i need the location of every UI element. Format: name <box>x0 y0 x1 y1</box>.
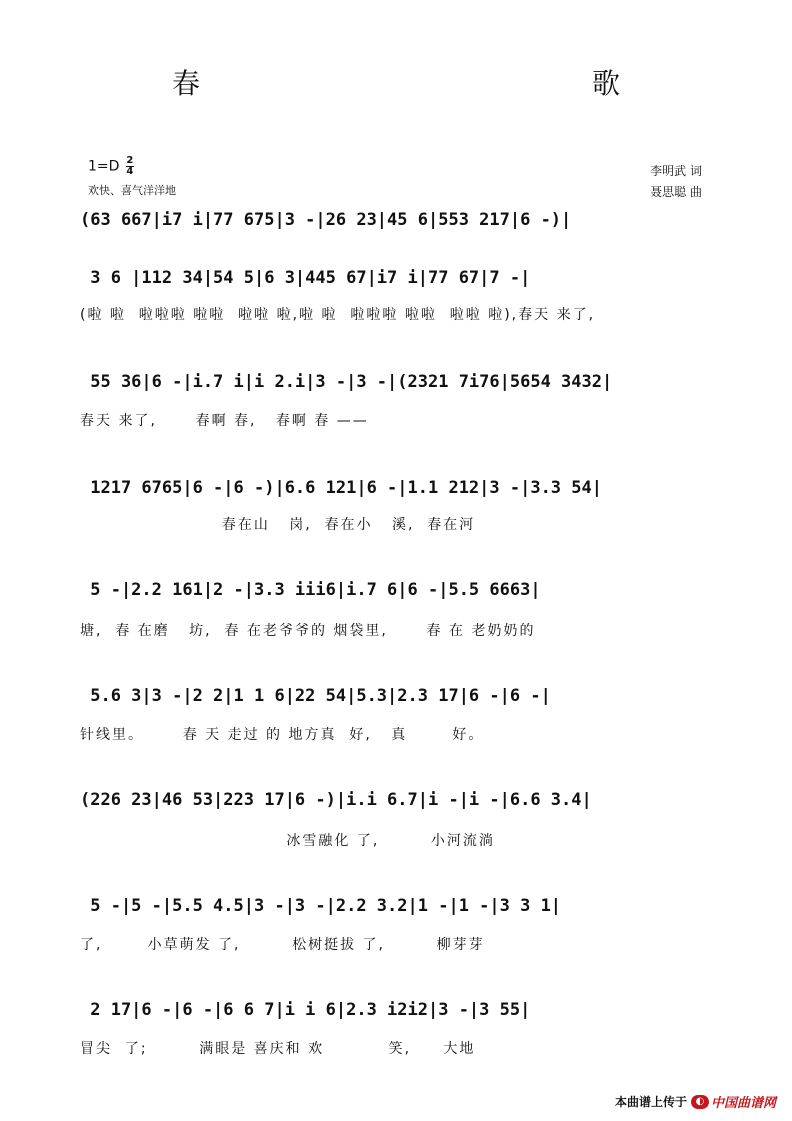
site-logo[interactable] <box>691 1092 776 1111</box>
lyrics-line: 春在山 岗, 春在小 溪, 春在河 <box>80 517 476 533</box>
lyricist-credit: 李明武 词 <box>650 164 702 178</box>
notation-line: 3 6 |112 34|54 5|6 3|445 67|i7 i|77 67|7 -| <box>80 268 531 288</box>
notation-line: 2 17|6 -|6 -|6 6 7|i i 6|2.3 i2i2|3 -|3 55| <box>80 1000 531 1020</box>
notation-line: 5.6 3|3 -|2 2|1 1 6|22 54|5.3|2.3 17|6 -|6 -| <box>80 686 551 706</box>
key-signature <box>88 156 134 177</box>
notation-line: 1217 6765|6 -|6 -)|6.6 121|6 -|1.1 212|3 -|3.3 54| <box>80 478 602 498</box>
key-label: 1=D <box>88 158 120 175</box>
lyrics-line: 了, 小草萌发 了, 松树挺拔 了, 柳芽芽 <box>80 937 485 953</box>
lyrics-line <box>80 244 720 266</box>
notation-line: 5 -|5 -|5.5 4.5|3 -|3 -|2.2 3.2|1 -|1 -|3 3 1| <box>80 896 562 916</box>
notation-line: (226 23|46 53|223 17|6 -)|i.i 6.7|i -|i -|6.6 3.4| <box>80 790 592 810</box>
time-signature <box>126 156 134 177</box>
tempo-marking: 欢快、喜气洋洋地 <box>88 184 176 197</box>
notation-line: 5 -|2.2 161|2 -|3.3 iii6|i.7 6|6 -|5.5 6663| <box>80 580 541 600</box>
lyrics-line: (啦 啦 啦啦啦 啦啦 啦啦 啦,啦 啦 啦啦啦 啦啦 啦啦 啦),春天 来了, <box>80 307 596 323</box>
lyrics-line: 春天 来了, 春啊 春, 春啊 春 —— <box>80 413 369 429</box>
lyrics-line: 针线里。 春 天 走过 的 地方真 好, 真 好。 <box>80 727 485 743</box>
lyrics-line: 冒尖 了; 满眼是 喜庆和 欢 笑, 大地 <box>80 1041 476 1057</box>
lyrics-line: 冰雪融化 了, 小河流淌 <box>80 833 495 849</box>
composer-credit: 聂思聪 曲 <box>650 185 702 199</box>
footer-text: 本曲谱上传于 <box>614 1095 687 1109</box>
page-title: 春 歌 <box>171 67 732 100</box>
logo-text: 中国曲谱网 <box>710 1096 776 1111</box>
logo-icon: ◐ <box>691 1095 709 1109</box>
notation-line: (63 667|i7 i|77 675|3 -|26 23|45 6|553 217|6 -)| <box>80 210 572 230</box>
upload-footer <box>615 1092 776 1111</box>
time-signature-top: 2 <box>126 155 134 166</box>
lyrics-line: 塘, 春 在磨 坊, 春 在老爷爷的 烟袋里, 春 在 老奶奶的 <box>80 623 536 639</box>
time-signature-bottom: 4 <box>126 166 134 177</box>
notation-line: 55 36|6 -|i.7 i|i 2.i|3 -|3 -|(2321 7i76|5654 3432| <box>80 372 613 392</box>
